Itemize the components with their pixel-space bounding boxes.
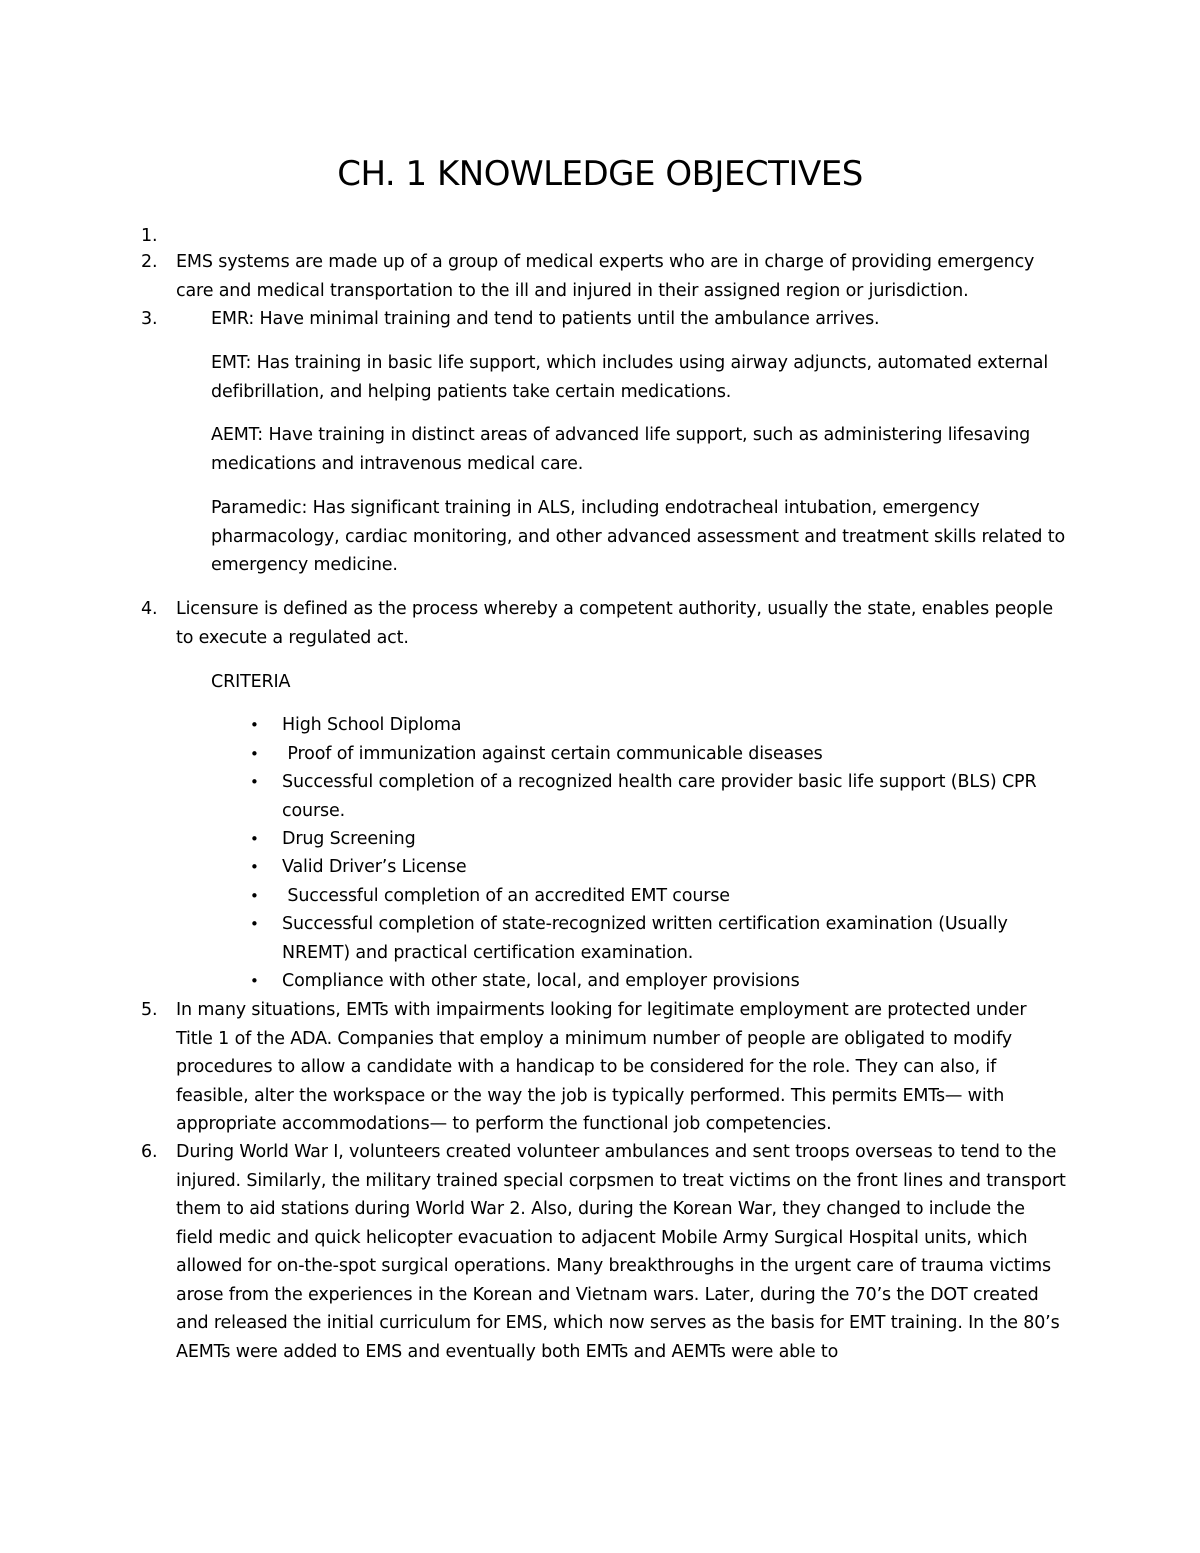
bullet-icon: •: [250, 773, 259, 791]
criteria-item: Drug Screening: [282, 829, 416, 849]
bullet-icon: •: [250, 972, 259, 990]
list-item-text: Licensure is defined as the process whereby a competent authority, usually the state, enables people to execute a regulated act.: [176, 599, 1053, 648]
list-number: 2.: [141, 252, 158, 272]
list-number: 6.: [141, 1142, 158, 1162]
criteria-item: Valid Driver’s License: [282, 857, 467, 877]
criteria-item: High School Diploma: [282, 715, 462, 735]
criteria-item: Successful completion of a recognized health care provider basic life support (BLS) CPR course.: [282, 772, 1037, 821]
list-number: 1.: [141, 226, 158, 246]
sub-paragraph: AEMT: Have training in distinct areas of advanced life support, such as administering lifesaving medications and intravenous medical care.: [211, 425, 1031, 474]
criteria-item: Successful completion of state-recognized written certification examination (Usually NREMT) and practical certification examination.: [282, 914, 1008, 963]
list-number: 4.: [141, 599, 158, 619]
bullet-icon: •: [250, 745, 259, 763]
bullet-icon: •: [250, 716, 259, 734]
sub-paragraph: EMT: Has training in basic life support, which includes using airway adjuncts, automated external defibrillation, and helping patients take certain medications.: [211, 353, 1049, 402]
list-item-text: EMR: Have minimal training and tend to patients until the ambulance arrives.: [211, 309, 880, 329]
list-number: 5.: [141, 1000, 158, 1020]
criteria-item: Compliance with other state, local, and employer provisions: [282, 971, 800, 991]
list-item-text: During World War I, volunteers created volunteer ambulances and sent troops overseas to tend to the injured. Similarly, the military trained special corpsmen to treat victims on the front lines and transport them to aid stations during World War 2. Also, during the Korean War, they changed to include the field medic and quick helicopter evacuation to adjacent Mobile Army Surgical Hospital units, which allowed for on-the-spot surgical operations. Many breakthroughs in the urgent care of trauma victims arose from the experiences in the Korean and Vietnam wars. Later, during the 70’s the DOT created and released the initial curriculum for EMS, which now serves as the basis for EMT training. In the 80’s AEMTs were added to EMS and eventually both EMTs and AEMTs were able to: [176, 1142, 1066, 1362]
criteria-item: Proof of immunization against certain communicable diseases: [282, 744, 823, 764]
bullet-icon: •: [250, 887, 259, 905]
list-item-text: In many situations, EMTs with impairments looking for legitimate employment are protected under Title 1 of the ADA. Companies that employ a minimum number of people are obligated to modify procedures to allow a candidate with a handicap to be considered for the role. They can also, if feasible, alter the workspace or the way the job is typically performed. This permits EMTs— with appropriate accommodations— to perform the functional job competencies.: [176, 1000, 1027, 1134]
criteria-heading: CRITERIA: [211, 672, 291, 692]
page-title: CH. 1 KNOWLEDGE OBJECTIVES: [337, 154, 863, 194]
bullet-icon: •: [250, 915, 259, 933]
criteria-item: Successful completion of an accredited EMT course: [282, 886, 730, 906]
bullet-icon: •: [250, 830, 259, 848]
list-number: 3.: [141, 309, 158, 329]
list-item-text: EMS systems are made up of a group of medical experts who are in charge of providing emergency care and medical transportation to the ill and injured in their assigned region or jurisdiction.: [176, 252, 1035, 301]
sub-paragraph: Paramedic: Has significant training in ALS, including endotracheal intubation, emergency pharmacology, cardiac monitoring, and other advanced assessment and treatment skills related to emergency medicine.: [211, 498, 1066, 575]
bullet-icon: •: [250, 858, 259, 876]
